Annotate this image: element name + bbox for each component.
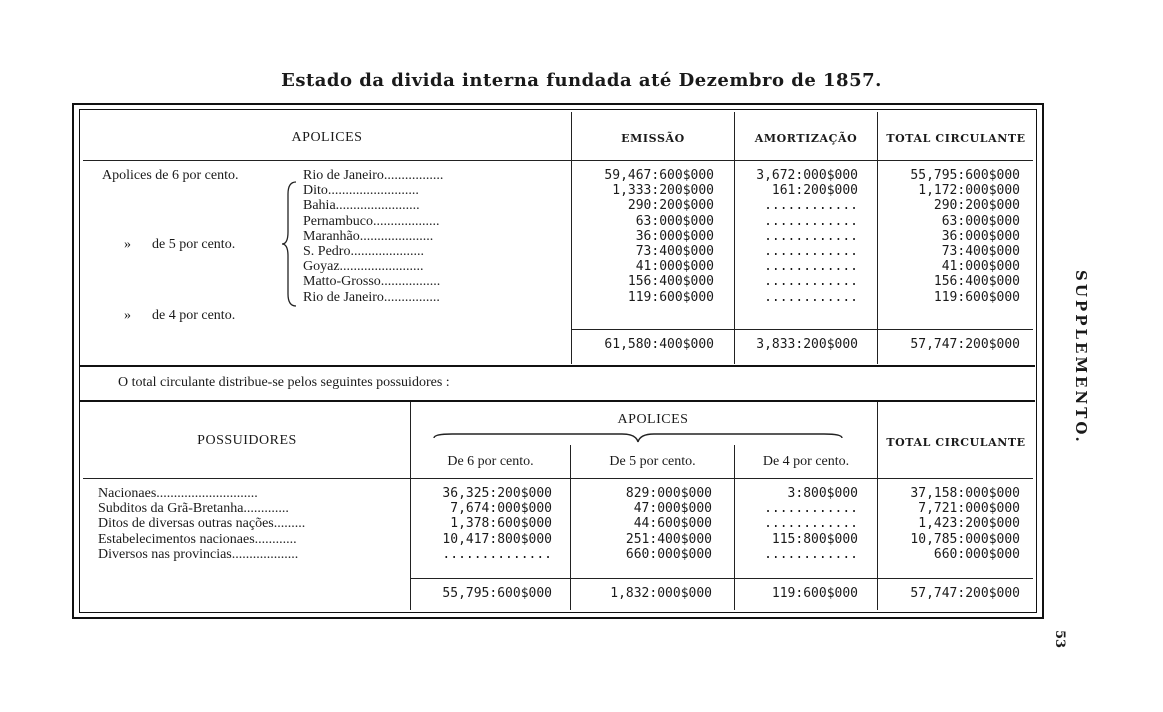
header-apolices: APOLICES: [617, 412, 689, 427]
table1-col-divider: [734, 112, 735, 364]
group-label-4: » de 4 por cento.: [124, 308, 236, 323]
de4-value: 115:800$000: [771, 531, 858, 547]
amortizacao-value: ............: [764, 274, 858, 290]
de6-value: 36,325:200$000: [442, 486, 552, 501]
table-row-place: Rio de Janeiro................: [303, 289, 440, 305]
amortizacao-value: 3,672:000$000: [756, 168, 858, 183]
total-value: 1,172:000$000: [918, 183, 1020, 199]
table-row-place: Bahia........................: [303, 198, 420, 214]
de5-value: 829:000$000: [625, 486, 712, 501]
de6-value: 10,417:800$000: [442, 531, 552, 547]
amortizacao-value: ............: [764, 213, 858, 229]
de5-value: 44:600$000: [633, 516, 712, 532]
header-total-circulante: TOTAL CIRCULANTE: [886, 436, 1026, 449]
header-emissao: EMISSÃO: [621, 132, 685, 145]
table-row-name: Estabelecimentos nacionaes............: [98, 531, 297, 547]
page-number: 53: [1052, 630, 1067, 649]
page-title: Estado da divida interna fundada até Dezembro de 1857.: [281, 70, 882, 91]
table1-emissao-col: [572, 168, 714, 305]
header-de5: De 5 por cento.: [609, 454, 696, 469]
distribution-note: O total circulante distribue-se pelos seguintes possuidores :: [118, 375, 450, 390]
de5-value: 660:000$000: [625, 546, 712, 562]
table-row-name: Subditos da Grã-Bretanha.............: [98, 501, 289, 517]
amortizacao-value: 161:200$000: [771, 183, 858, 199]
table-row-place: Maranhão.....................: [303, 228, 434, 244]
table2-de4-col: [740, 486, 858, 562]
table2-names: [98, 486, 408, 562]
table-row-name: Ditos de diversas outras nações.........: [98, 516, 306, 532]
amortizacao-value: ............: [764, 259, 858, 275]
table-row-place: Rio de Janeiro.................: [303, 168, 444, 183]
table-row-place: Pernambuco...................: [303, 213, 440, 229]
emissao-value: 41:000$000: [635, 259, 714, 275]
circulante-total: 57,747:200$000: [910, 337, 1020, 352]
de6-value: 7,674:000$000: [450, 501, 552, 517]
table2-top-rule: [80, 400, 1035, 402]
table1-header-rule: [83, 160, 1033, 161]
de4-value: 3:800$000: [787, 486, 858, 501]
total-value: 290:200$000: [933, 198, 1020, 214]
emissao-value: 73:400$000: [635, 244, 714, 260]
apolices-brace: [432, 430, 844, 446]
table-row-name: Nacionaes.............................: [98, 486, 258, 501]
amortizacao-value: ............: [764, 198, 858, 214]
total-value: 156:400$000: [933, 274, 1020, 290]
de4-value: ............: [764, 501, 858, 517]
emissao-value: 1,333:200$000: [612, 183, 714, 199]
table-row-place: Goyaz........................: [303, 259, 424, 275]
group-label-5: » de 5 por cento.: [124, 237, 236, 252]
table-row-name: Diversos nas provincias...................: [98, 546, 299, 562]
table1-sum-rule: [571, 329, 1033, 330]
amortizacao-value: ............: [764, 244, 858, 260]
amortizacao-total: 3,833:200$000: [756, 337, 858, 352]
table-row-place: S. Pedro.....................: [303, 244, 424, 260]
total-value: 1,423:200$000: [918, 516, 1020, 532]
table2-de6-col: [412, 486, 552, 562]
emissao-value: 63:000$000: [635, 213, 714, 229]
table1-places: [303, 168, 573, 305]
header-apolices: APOLICES: [291, 130, 363, 145]
total-value: 660:000$000: [933, 546, 1020, 562]
emissao-value: 36:000$000: [635, 228, 714, 244]
total-value: 63:000$000: [941, 213, 1020, 229]
de5-value: 47:000$000: [633, 501, 712, 517]
emissao-value: 59,467:600$000: [604, 168, 714, 183]
emissao-value: 156:400$000: [627, 274, 714, 290]
emissao-value: 119:600$000: [627, 289, 714, 305]
table1-amortizacao-col: [744, 168, 858, 305]
supplemento-side-label: SUPPLEMENTO.: [1072, 270, 1090, 445]
group-brace: [280, 180, 300, 308]
total-value: 41:000$000: [941, 259, 1020, 275]
table2-sum-rule: [410, 578, 1033, 579]
de5-value: 251:400$000: [625, 531, 712, 547]
de4-value: ............: [764, 516, 858, 532]
table-row-place: Dito..........................: [303, 183, 419, 199]
table2-total-col: [882, 486, 1020, 562]
total-value: 37,158:000$000: [910, 486, 1020, 501]
header-de6: De 6 por cento.: [447, 454, 534, 469]
emissao-value: 290:200$000: [627, 198, 714, 214]
amortizacao-value: ............: [764, 289, 858, 305]
table1-col-divider: [877, 112, 878, 364]
total-value: 55,795:600$000: [910, 168, 1020, 183]
table-row-place: Matto-Grosso.................: [303, 274, 441, 290]
header-total-circulante: TOTAL CIRCULANTE: [886, 132, 1026, 145]
amortizacao-value: ............: [764, 228, 858, 244]
total-value: 73:400$000: [941, 244, 1020, 260]
group-label-6: Apolices de 6 por cento.: [102, 168, 239, 183]
de6-value: 1,378:600$000: [450, 516, 552, 532]
de4-total: 119:600$000: [771, 586, 858, 601]
total-value: 36:000$000: [941, 228, 1020, 244]
table1-bottom-rule: [80, 365, 1035, 367]
header-possuidores: POSSUIDORES: [197, 433, 297, 448]
total-value: 7,721:000$000: [918, 501, 1020, 517]
grand-total: 57,747:200$000: [910, 586, 1020, 601]
header-amortizacao: AMORTIZAÇÃO: [754, 132, 858, 145]
table2-header-rule: [83, 478, 1033, 479]
table1-total-col: [884, 168, 1020, 305]
de5-total: 1,832:000$000: [610, 586, 712, 601]
de4-value: ............: [764, 546, 858, 562]
de6-value: ..............: [442, 546, 552, 562]
header-de4: De 4 por cento.: [762, 454, 850, 469]
table2-de5-col: [572, 486, 712, 562]
total-value: 119:600$000: [933, 289, 1020, 305]
de6-total: 55,795:600$000: [442, 586, 552, 601]
total-value: 10,785:000$000: [910, 531, 1020, 547]
emissao-total: 61,580:400$000: [604, 337, 714, 352]
